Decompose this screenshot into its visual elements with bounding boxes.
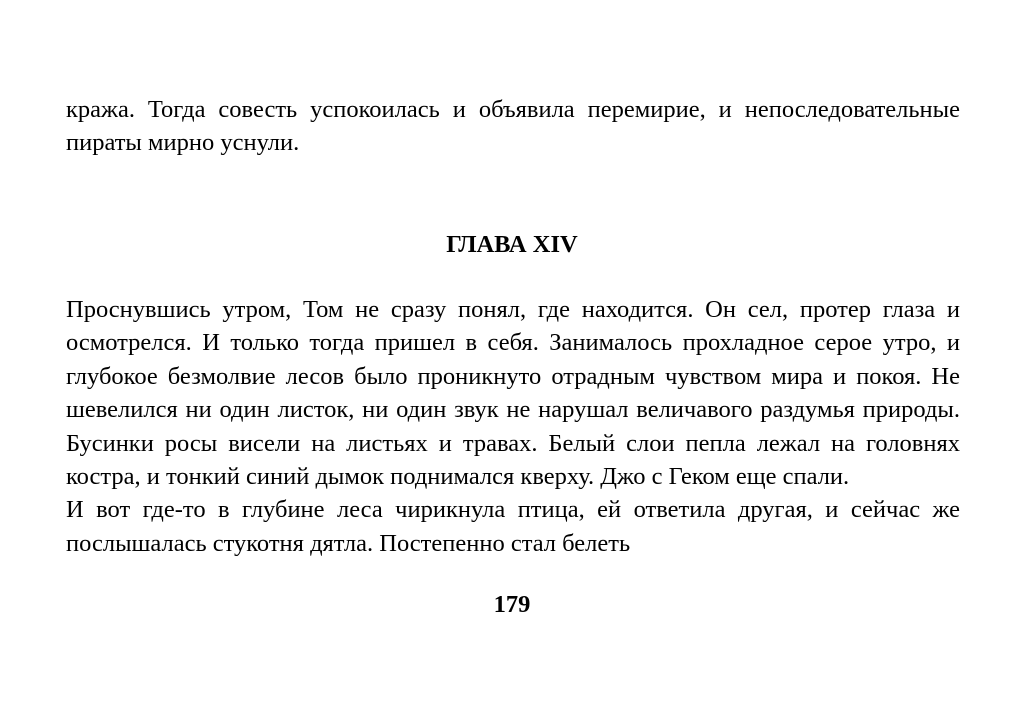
intro-paragraph: кража. Тогда совесть успокоилась и объявила перемирие, и непоследовательные пираты мирно уснули. (66, 96, 960, 157)
chapter-title: ГЛАВА XIV (446, 231, 578, 258)
page-number: 179 (493, 591, 531, 618)
chapter-paragraph: Проснувшись утром, Том не сразу понял, где находится. Он сел, протер глаза и осмотрелся. И только тогда пришел в себя. Занималось прохладное серое утро, и глубокое безмолвие лесов было проникнуто отрадным чувством мира и покоя. Не шевелился ни один листок, ни один звук не нарушал величавого раздумья природы. Бусинки росы висели на листьях и травах. Белый слои пепла лежал на головнях костра, и тонкий синий дымок поднимался кверху. Джо с Геком еще спали. (66, 296, 960, 491)
intro-text-block (66, 93, 960, 160)
chapter-text-block (66, 293, 960, 560)
chapter-paragraph: И вот где-то в глубине леса чирикнула птица, ей ответила другая, и сейчас же послышалась стукотня дятла. Постепенно стал белеть (66, 496, 960, 557)
